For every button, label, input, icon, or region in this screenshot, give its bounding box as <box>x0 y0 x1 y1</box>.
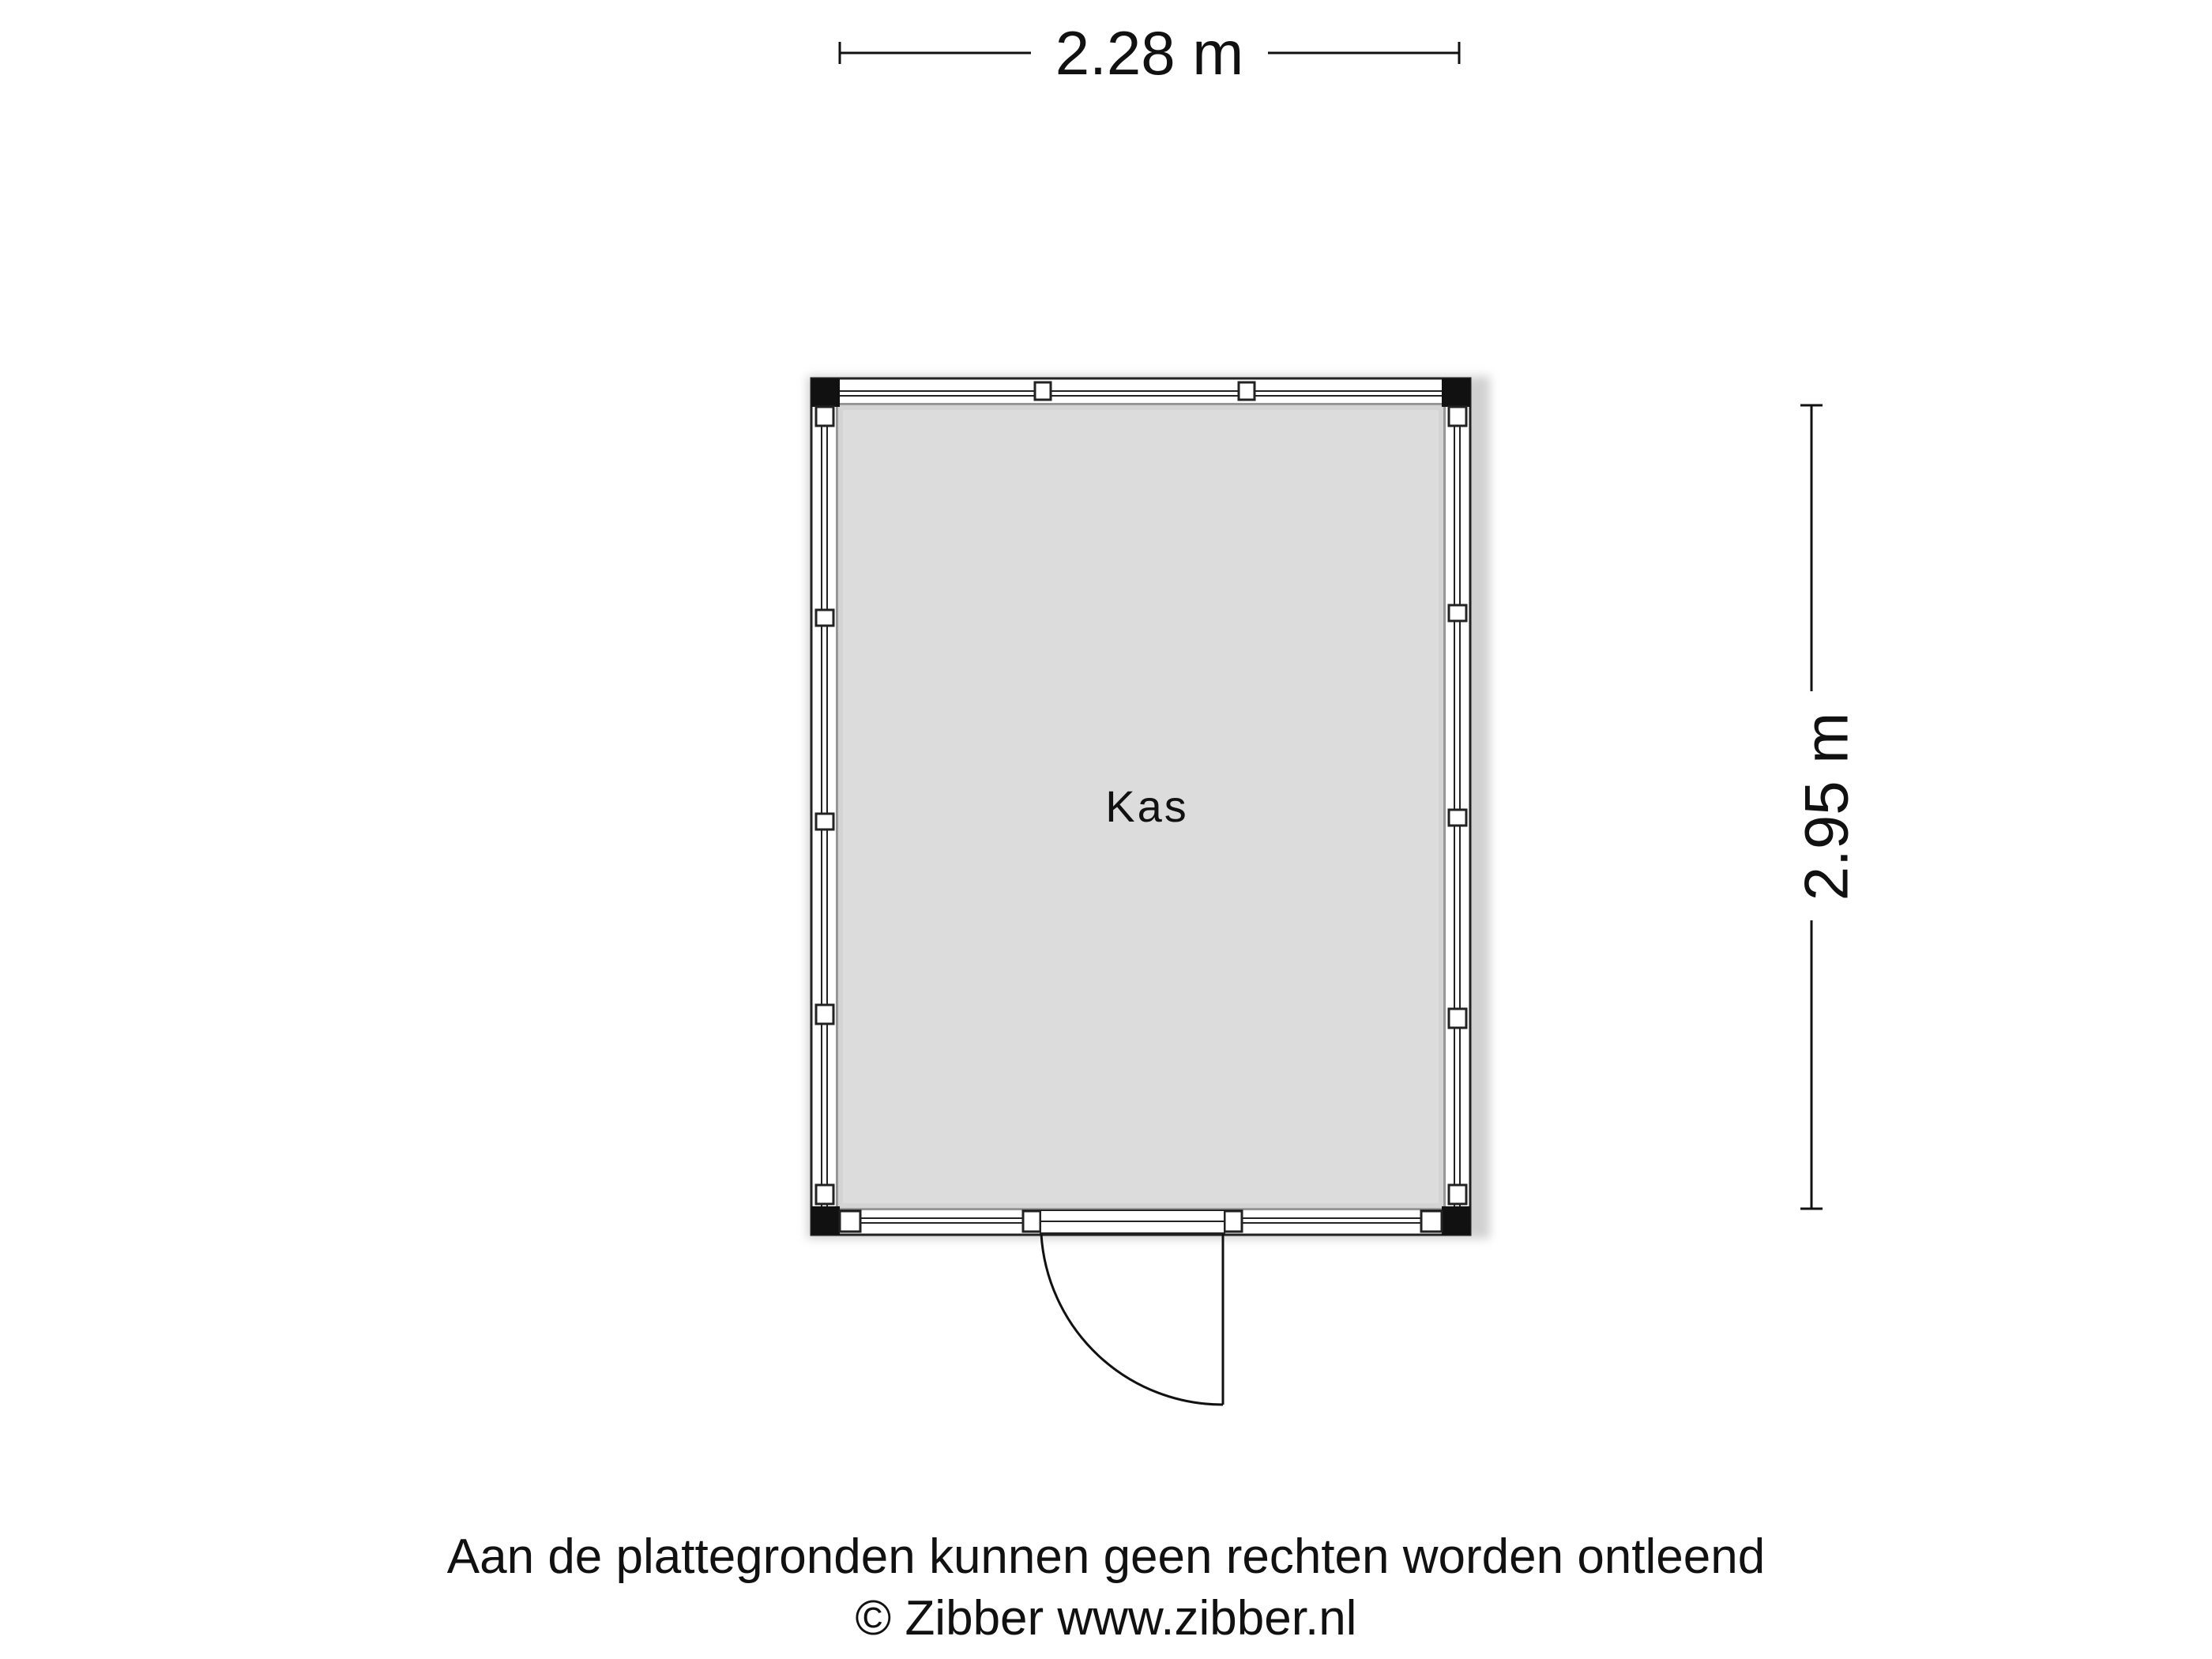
width-label: 2.28 m <box>1055 18 1244 88</box>
width-dimension <box>840 18 1459 88</box>
credit-text: © Zibber www.zibber.nl <box>855 1591 1357 1646</box>
room-label: Kas <box>1105 781 1189 831</box>
disclaimer-text: Aan de plattegronden kunnen geen rechten worden ontleend <box>446 1529 1766 1584</box>
height-label: 2.95 m <box>1791 712 1861 901</box>
door <box>1040 1210 1224 1405</box>
height-dimension <box>1792 405 1861 1209</box>
